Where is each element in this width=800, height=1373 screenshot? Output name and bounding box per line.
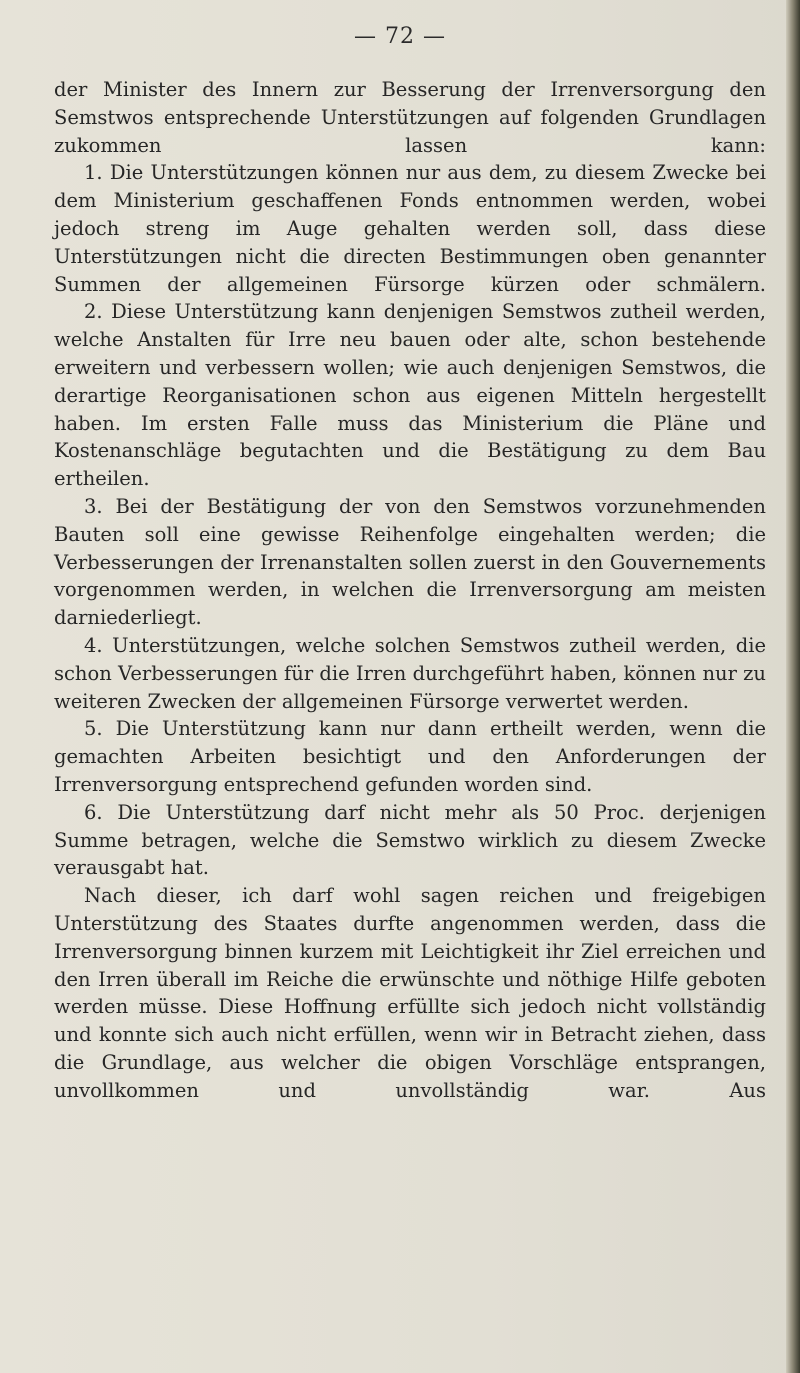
paragraph-conclusion: Nach dieser, ich darf wohl sagen reichen und freigebigen Unterstützung des Staates durfte angenommen werden, dass die Irrenversorgung binnen kurzem mit Leichtigkeit ihr Ziel erreichen und den Irren überall im Reiche die erwünschte und nöthige Hilfe geboten werden müsse. Diese Hoffnung erfüllte sich jedoch nicht vollständig und konnte sich auch nicht erfüllen, wenn wir in Betracht ziehen, dass die Grundlage, aus welcher die obigen Vorschläge entsprangen, unvollkommen und unvollständig war. Aus [54, 884, 766, 1102]
paragraph-intro: der Minister des Innern zur Besserung der Irrenversorgung den Semstwos entsprechende Unterstützungen auf folgenden Grundlagen zukommen lassen kann: [54, 78, 766, 157]
page-edge-shadow [786, 0, 800, 1373]
body-text [54, 76, 766, 1104]
paragraph-item-1: 1. Die Unterstützungen können nur aus dem, zu diesem Zwecke bei dem Ministerium geschaffenen Fonds entnommen werden, wobei jedoch streng im Auge gehalten werden soll, dass diese Unterstützungen nicht die directen Bestimmungen oben genannter Summen der allgemeinen Fürsorge kürzen oder schmälern. [54, 161, 766, 296]
paragraph-item-2: 2. Diese Unterstützung kann denjenigen Semstwos zutheil werden, welche Anstalten für Irre neu bauen oder alte, schon bestehende erweitern und verbessern wollen; wie auch denjenigen Semstwos, die derartige Reorganisationen schon aus eigenen Mitteln hergestellt haben. Im ersten Falle muss das Ministerium die Pläne und Kostenanschläge begutachten und die Bestätigung zu dem Bau ertheilen. [54, 300, 766, 491]
paragraph-item-3: 3. Bei der Bestätigung der von den Semstwos vorzunehmenden Bauten soll eine gewisse Reihenfolge eingehalten werden; die Verbesserungen der Irrenanstalten sollen zuerst in den Gouvernements vorgenommen werden, in welchen die Irrenversorgung am meisten darniederliegt. [54, 494, 766, 630]
paragraph-item-5: 5. Die Unterstützung kann nur dann ertheilt werden, wenn die gemachten Arbeiten besichtigt und den Anforderungen der Irrenversorgung entsprechend gefunden worden sind. [54, 717, 766, 796]
page-number: — 72 — [354, 24, 446, 49]
paragraph-item-4: 4. Unterstützungen, welche solchen Semstwos zutheil werden, die schon Verbesserungen für die Irren durchgeführt haben, können nur zu weiteren Zwecken der allgemeinen Fürsorge verwertet werden. [54, 633, 766, 713]
paragraph-item-6: 6. Die Unterstützung darf nicht mehr als 50 Proc. derjenigen Summe betragen, welche die Semstwo wirklich zu diesem Zwecke verausgabt hat. [54, 800, 766, 880]
